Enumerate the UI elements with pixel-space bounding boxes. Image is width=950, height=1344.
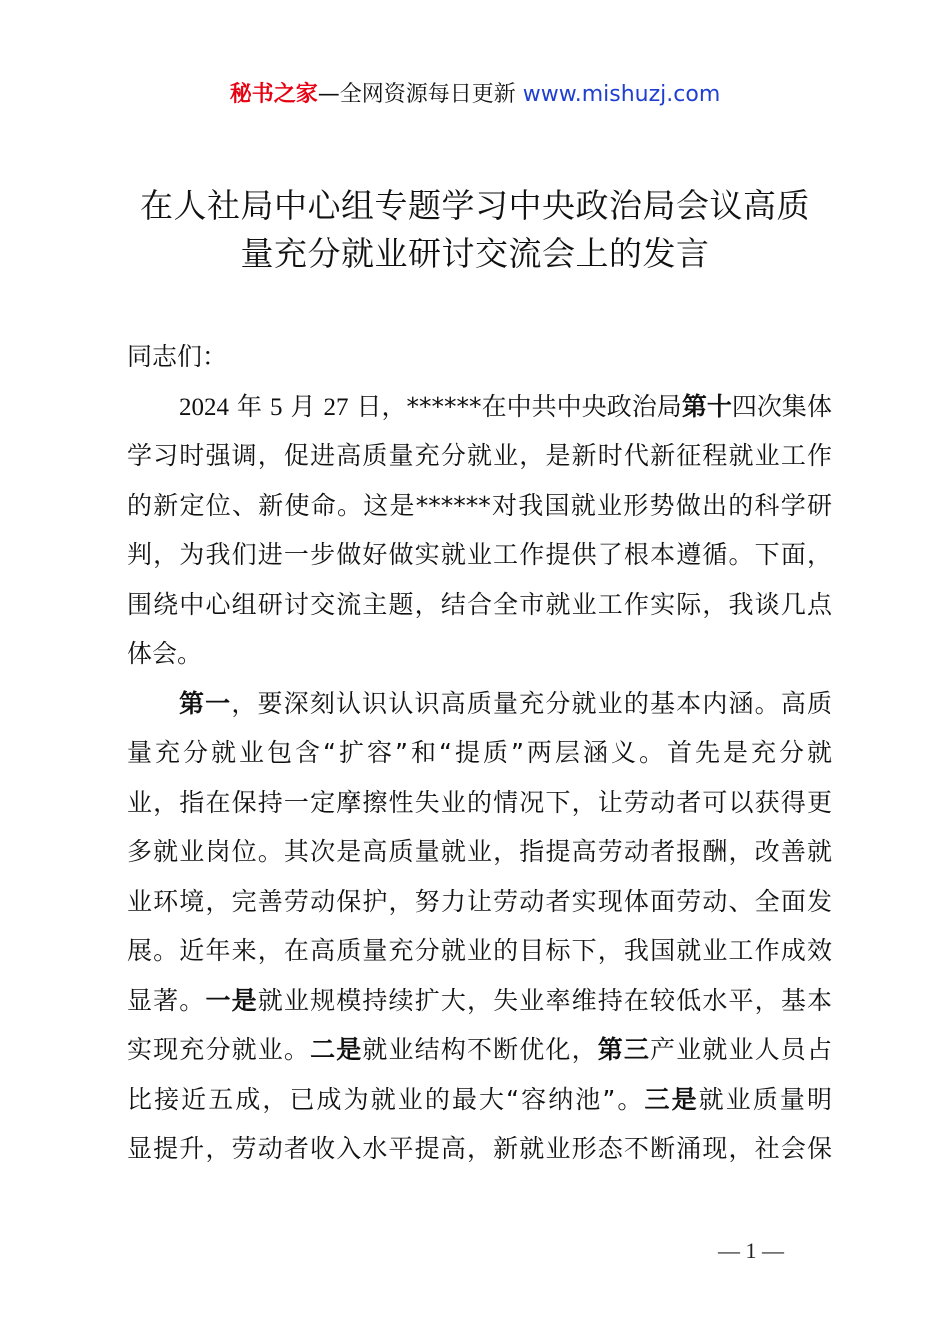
paragraph-line: 判，为我们进一步做好做实就业工作提供了根本遵循。下面， bbox=[127, 540, 832, 569]
text-run: 日，******在中共中央政治局 bbox=[356, 391, 682, 421]
text-run: 实现充分就业。 bbox=[127, 1035, 311, 1064]
text-run: 产业就业人员占 bbox=[650, 1035, 832, 1064]
salutation: 同志们： bbox=[127, 342, 228, 371]
text-run: 四次集体 bbox=[731, 391, 832, 421]
title-line-1: 在人社局中心组专题学习中央政治局会议高质 bbox=[140, 186, 810, 225]
paragraph-line: 展。近年来，在高质量充分就业的目标下，我国就业工作成效 bbox=[127, 936, 832, 965]
paragraph-2 bbox=[127, 679, 832, 1174]
paragraph-line bbox=[127, 1075, 832, 1125]
date-day: 27 bbox=[323, 393, 349, 421]
text-run: ，要深刻认识认识高质量充分就业的基本内涵。高质 bbox=[231, 688, 832, 718]
paragraph-line bbox=[127, 1025, 832, 1075]
text-run: 就业质量明 bbox=[698, 1084, 832, 1114]
paragraph-1 bbox=[127, 382, 832, 679]
bold-run: 二是 bbox=[310, 1035, 363, 1064]
paragraph-line: 业环境，完善劳动保护，努力让劳动者实现体面劳动、全面发 bbox=[127, 886, 832, 916]
paragraph-line: 的新定位、新使命。这是******对我国就业形势做出的科学研 bbox=[127, 490, 832, 520]
site-brand: 秘书之家 bbox=[229, 82, 318, 107]
bold-run: 第三 bbox=[597, 1035, 651, 1064]
text-run: 显著。 bbox=[127, 985, 206, 1015]
text-run: 年 bbox=[236, 391, 263, 421]
paragraph-line bbox=[127, 679, 832, 729]
paragraph-line: 显提升，劳动者收入水平提高，新就业形态不断涌现，社会保 bbox=[127, 1134, 832, 1163]
paragraph-line: 业，指在保持一定摩擦性失业的情况下，让劳动者可以获得更 bbox=[127, 787, 832, 817]
page-number: — 1 — bbox=[718, 1238, 784, 1263]
bold-run: 第一 bbox=[179, 688, 232, 718]
bold-run: 第十 bbox=[681, 391, 732, 421]
paragraph-line: 围绕中心组研讨交流主题，结合全市就业工作实际，我谈几点 bbox=[127, 589, 832, 619]
paragraph-line: 量充分就业包含“扩容”和“提质”两层涵义。首先是充分就 bbox=[127, 738, 832, 767]
paragraph-line bbox=[127, 976, 832, 1026]
paragraph-line: 多就业岗位。其次是高质量就业，指提高劳动者报酬，改善就 bbox=[127, 837, 832, 866]
site-url-link[interactable]: www.mishuzj.com bbox=[522, 82, 721, 107]
paragraph-line bbox=[127, 382, 832, 432]
date-year: 2024 bbox=[179, 393, 229, 421]
text-run: 就业结构不断优化， bbox=[362, 1035, 598, 1064]
site-header bbox=[0, 80, 950, 110]
text-run: 比接近五成，已成为就业的最大“容纳池”。 bbox=[127, 1084, 645, 1114]
document-title bbox=[120, 182, 830, 278]
bold-run: 一是 bbox=[205, 985, 258, 1015]
title-line-2: 量充分就业研讨交流会上的发言 bbox=[240, 234, 710, 273]
text-run: 月 bbox=[290, 391, 316, 421]
document-body bbox=[127, 332, 832, 1174]
date-month: 5 bbox=[270, 393, 283, 421]
paragraph-line: 体会。 bbox=[127, 639, 203, 668]
text-run: 就业规模持续扩大，失业率维持在较低水平，基本 bbox=[257, 985, 832, 1015]
paragraph-line: 学习时强调，促进高质量充分就业，是新时代新征程就业工作 bbox=[127, 441, 832, 470]
site-tagline: —全网资源每日更新 bbox=[317, 82, 523, 107]
bold-run: 三是 bbox=[644, 1084, 699, 1114]
